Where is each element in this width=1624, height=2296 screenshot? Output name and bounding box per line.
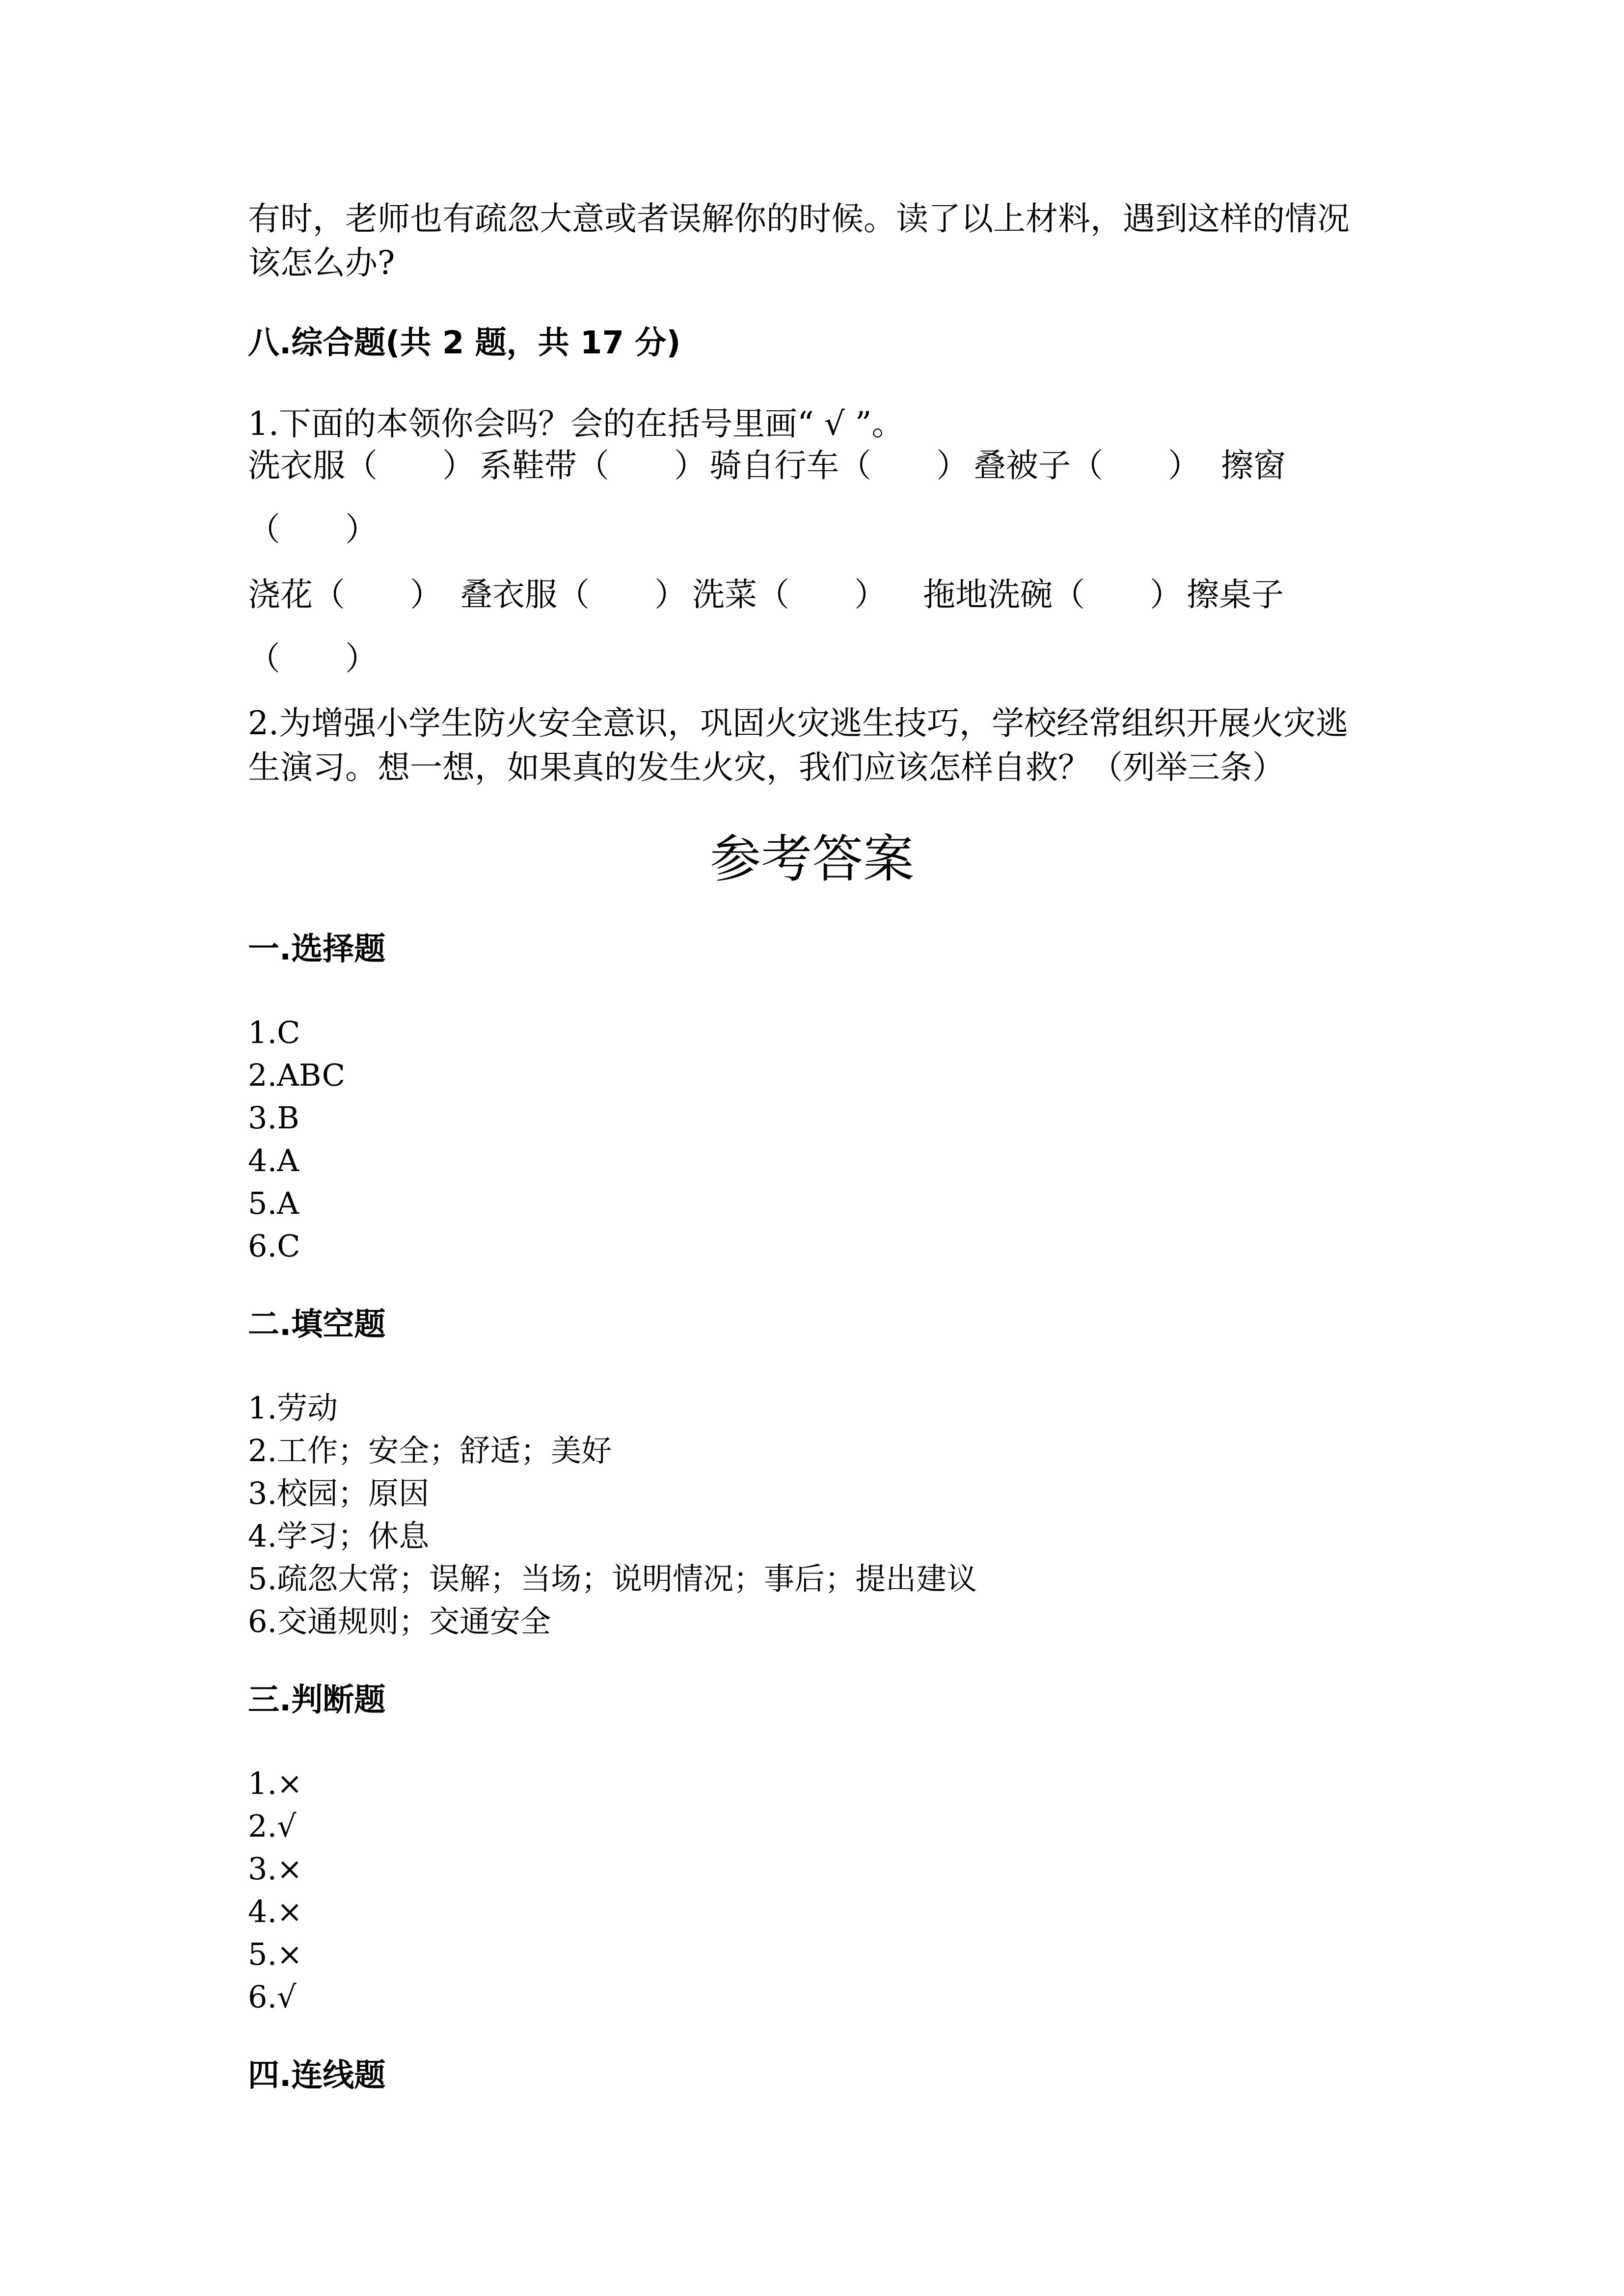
paragraph-line-1: 有时，老师也有疏忽大意或者误解你的时候。读了以上材料，遇到这样的情况 <box>248 200 1350 238</box>
q2-line-1: 2.为增强小学生防火安全意识，巩固火灾逃生技巧，学校经常组织开展火灾逃 <box>248 704 1348 742</box>
answer-item: 1.× <box>248 1765 303 1801</box>
answer-item: 6.交通规则；交通安全 <box>248 1603 551 1639</box>
skill-item: 叠衣服（ ） <box>460 576 687 614</box>
answer-item: 5.疏忽大常；误解；当场；说明情况；事后；提出建议 <box>248 1561 977 1597</box>
answer-item: 1.劳动 <box>248 1390 338 1426</box>
answer-item: 3.× <box>248 1851 303 1887</box>
q1-skills-row-1 <box>248 444 1377 487</box>
answer-item: 4.× <box>248 1894 303 1929</box>
answer-item: 5.× <box>248 1936 303 1972</box>
q1-skills-row-1-cont: （ ） <box>248 510 378 548</box>
skill-item: 拖地洗碗（ ） <box>923 576 1182 614</box>
skill-item: 系鞋带（ ） <box>480 447 706 484</box>
answer-item: 4.A <box>248 1143 299 1178</box>
skill-item: 擦窗 <box>1221 447 1286 484</box>
q1-skills-row-2-cont: （ ） <box>248 640 378 677</box>
answers-section-1-heading: 一.选择题 <box>248 931 386 967</box>
skill-item: 洗衣服（ ） <box>248 447 475 484</box>
answer-item: 3.B <box>248 1100 299 1136</box>
answer-item: 6.√ <box>248 1979 297 2015</box>
skill-item: 浇花（ ） <box>248 576 442 614</box>
skill-item: 擦桌子 <box>1187 576 1284 614</box>
q1-skills-row-2 <box>248 573 1377 616</box>
answer-item: 3.校园；原因 <box>248 1475 430 1511</box>
answer-item: 5.A <box>248 1185 299 1221</box>
skill-item: 洗菜（ ） <box>692 576 887 614</box>
answer-item: 4.学习；休息 <box>248 1518 430 1554</box>
answers-section-4-heading: 四.连线题 <box>248 2057 386 2094</box>
answers-section-3-heading: 三.判断题 <box>248 1682 386 1718</box>
q1-prompt: 1.下面的本领你会吗？会的在括号里画“ √ ”。 <box>248 405 904 443</box>
paragraph-line-2: 该怎么办? <box>248 244 395 282</box>
answers-section-2-heading: 二.填空题 <box>248 1307 386 1343</box>
answer-item: 2.ABC <box>248 1057 346 1093</box>
answer-item: 6.C <box>248 1228 300 1264</box>
answers-title: 参考答案 <box>709 829 914 889</box>
q2-line-2: 生演习。想一想，如果真的发生火灾，我们应该怎样自救？（列举三条） <box>248 748 1285 786</box>
answer-item: 1.C <box>248 1015 300 1050</box>
skill-item: 叠被子（ ） <box>974 447 1200 484</box>
skill-item: 骑自行车（ ） <box>709 447 969 484</box>
section-8-heading: 八.综合题(共 2 题，共 17 分) <box>248 325 681 361</box>
answer-item: 2.工作；安全；舒适；美好 <box>248 1433 612 1468</box>
answer-item: 2.√ <box>248 1808 297 1844</box>
